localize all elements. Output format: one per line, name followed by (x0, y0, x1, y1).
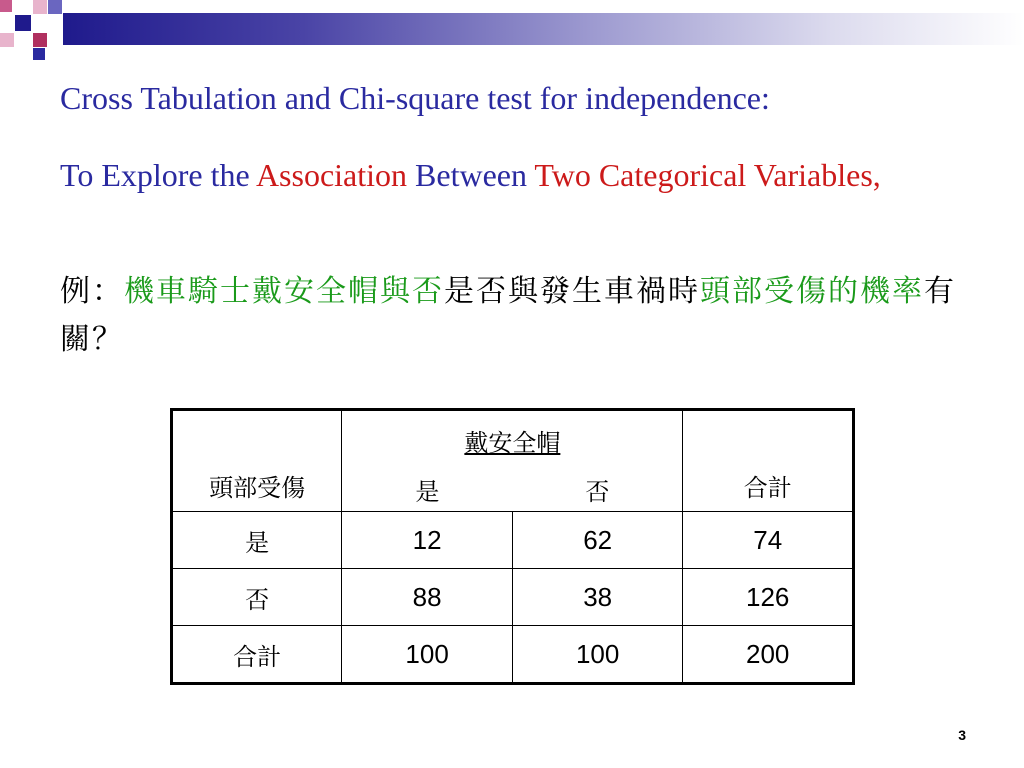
example-middle: 是否與發生車禍時 (444, 274, 700, 309)
cell-total: 126 (683, 569, 854, 626)
row-header-label: 頭部受傷 (209, 474, 306, 502)
cell-no: 100 (512, 626, 683, 684)
decor-square-navy (15, 15, 31, 31)
example-prefix: 例： (60, 274, 124, 309)
col-total-label: 合計 (743, 474, 792, 502)
decor-square-red2 (33, 33, 47, 47)
table-row (172, 569, 854, 626)
subtitle-comma: , (872, 157, 881, 193)
decor-square-blue (48, 0, 62, 14)
cell-yes: 88 (342, 569, 513, 626)
decor-square-pink2 (0, 33, 14, 47)
cell-total: 74 (683, 512, 854, 569)
col-group-cell (342, 410, 683, 512)
slide-title: Cross Tabulation and Chi-square test for independence: (60, 80, 770, 116)
row-label: 否 (172, 569, 342, 626)
example-green1: 機車騎士戴安全帽與否 (124, 274, 444, 309)
cell-yes: 12 (342, 512, 513, 569)
table-row (172, 512, 854, 569)
decor-square-blue2 (33, 48, 45, 60)
crosstab-table (170, 408, 855, 685)
table-row (172, 626, 854, 684)
col-group-label: 戴安全帽 (464, 429, 561, 457)
col-total-cell (683, 410, 854, 512)
cell-no: 38 (512, 569, 683, 626)
page-number: 3 (958, 727, 966, 743)
decor-square-pink (33, 0, 47, 14)
col-sub-labels (342, 472, 682, 507)
subtitle-two-categorical: Two Categorical Variables (534, 157, 873, 193)
subtitle-association: Association (255, 157, 408, 193)
subtitle-part3: Between (407, 157, 535, 193)
slide-subtitle (60, 150, 960, 200)
col-no-label: 否 (585, 478, 610, 506)
row-label: 是 (172, 512, 342, 569)
cell-yes: 100 (342, 626, 513, 684)
example-green2: 頭部受傷的機率 (700, 274, 924, 309)
col-yes-label: 是 (415, 478, 440, 506)
row-label: 合計 (172, 626, 342, 684)
example-text (60, 268, 960, 364)
table-header-row (172, 410, 854, 512)
cell-no: 62 (512, 512, 683, 569)
row-header-cell (172, 410, 342, 512)
example-suffix: 有關？ (60, 274, 956, 357)
cell-total: 200 (683, 626, 854, 684)
decor-square-red (0, 0, 12, 12)
subtitle-part1: To Explore the (60, 157, 256, 193)
header-gradient-bar (63, 13, 1024, 45)
